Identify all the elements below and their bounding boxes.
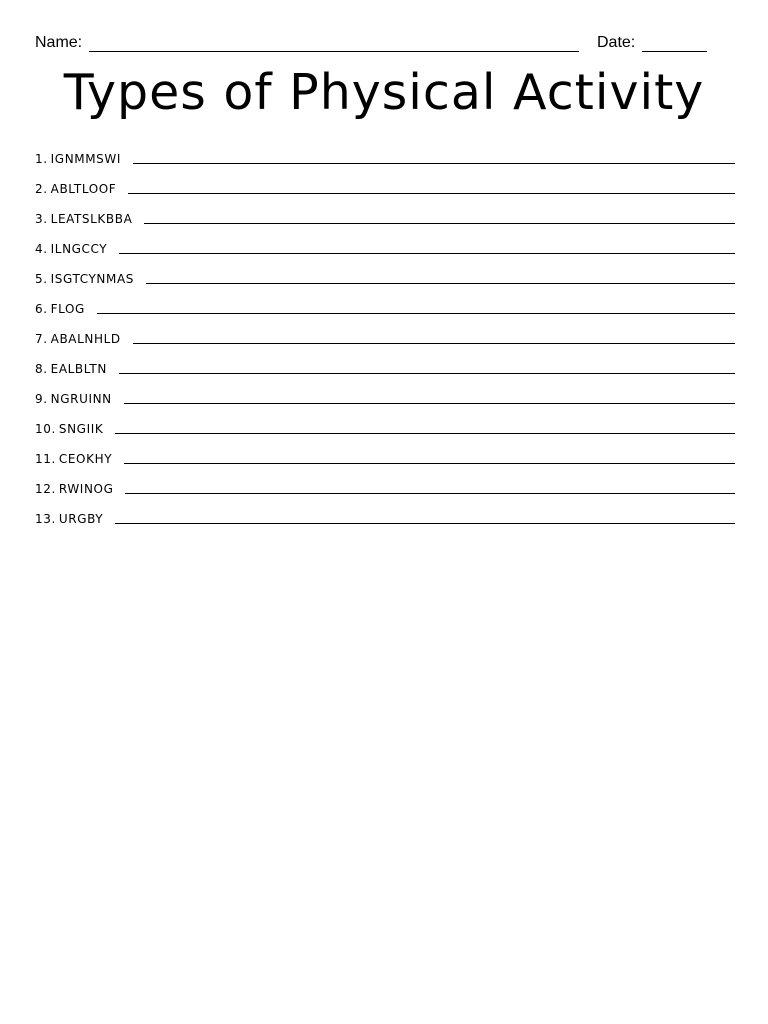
scrambled-word: URGBY (58, 512, 104, 526)
scrambled-word: ABALNHLD (50, 332, 121, 346)
item-number: 9. (35, 392, 48, 406)
list-item (35, 196, 735, 226)
scrambled-word: EALBLTN (50, 362, 107, 376)
item-number: 8. (35, 362, 48, 376)
scrambled-word: ABLTLOOF (50, 182, 117, 196)
scrambled-word: ILNGCCY (50, 242, 108, 256)
answer-field[interactable] (125, 492, 735, 494)
list-item (35, 316, 735, 346)
list-item (35, 286, 735, 316)
worksheet-header (35, 34, 707, 56)
list-item (35, 406, 735, 436)
answer-field[interactable] (124, 402, 735, 404)
list-item (35, 466, 735, 496)
item-number: 6. (35, 302, 48, 316)
answer-field[interactable] (146, 282, 735, 284)
answer-field[interactable] (144, 222, 735, 224)
item-number: 12. (35, 482, 56, 496)
answer-field[interactable] (133, 162, 735, 164)
scrambled-word: LEATSLKBBA (50, 212, 133, 226)
item-number: 7. (35, 332, 48, 346)
item-number: 10. (35, 422, 56, 436)
item-number: 13. (35, 512, 56, 526)
list-item (35, 256, 735, 286)
item-number: 4. (35, 242, 48, 256)
answer-field[interactable] (115, 522, 735, 524)
list-item (35, 226, 735, 256)
word-scramble-list (35, 136, 735, 526)
list-item (35, 346, 735, 376)
item-number: 11. (35, 452, 56, 466)
scrambled-word: NGRUINN (50, 392, 112, 406)
name-label: Name: (35, 34, 83, 51)
scrambled-word: CEOKHY (58, 452, 113, 466)
scrambled-word: SNGIIK (58, 422, 104, 436)
item-number: 1. (35, 152, 48, 166)
item-number: 3. (35, 212, 48, 226)
list-item (35, 436, 735, 466)
answer-field[interactable] (124, 462, 735, 464)
answer-field[interactable] (115, 432, 735, 434)
list-item (35, 376, 735, 406)
answer-field[interactable] (128, 192, 735, 194)
list-item (35, 496, 735, 526)
scrambled-word: RWINOG (58, 482, 114, 496)
answer-field[interactable] (133, 342, 735, 344)
answer-field[interactable] (97, 312, 735, 314)
item-number: 2. (35, 182, 48, 196)
date-label: Date: (597, 34, 636, 51)
item-number: 5. (35, 272, 48, 286)
name-field[interactable] (89, 51, 579, 52)
scrambled-word: ISGTCYNMAS (50, 272, 134, 286)
answer-field[interactable] (119, 252, 735, 254)
list-item (35, 136, 735, 166)
scrambled-word: FLOG (50, 302, 85, 316)
date-field[interactable] (642, 51, 707, 52)
list-item (35, 166, 735, 196)
answer-field[interactable] (119, 372, 735, 374)
scrambled-word: IGNMMSWI (50, 152, 121, 166)
page-title: Types of Physical Activity (63, 64, 705, 121)
